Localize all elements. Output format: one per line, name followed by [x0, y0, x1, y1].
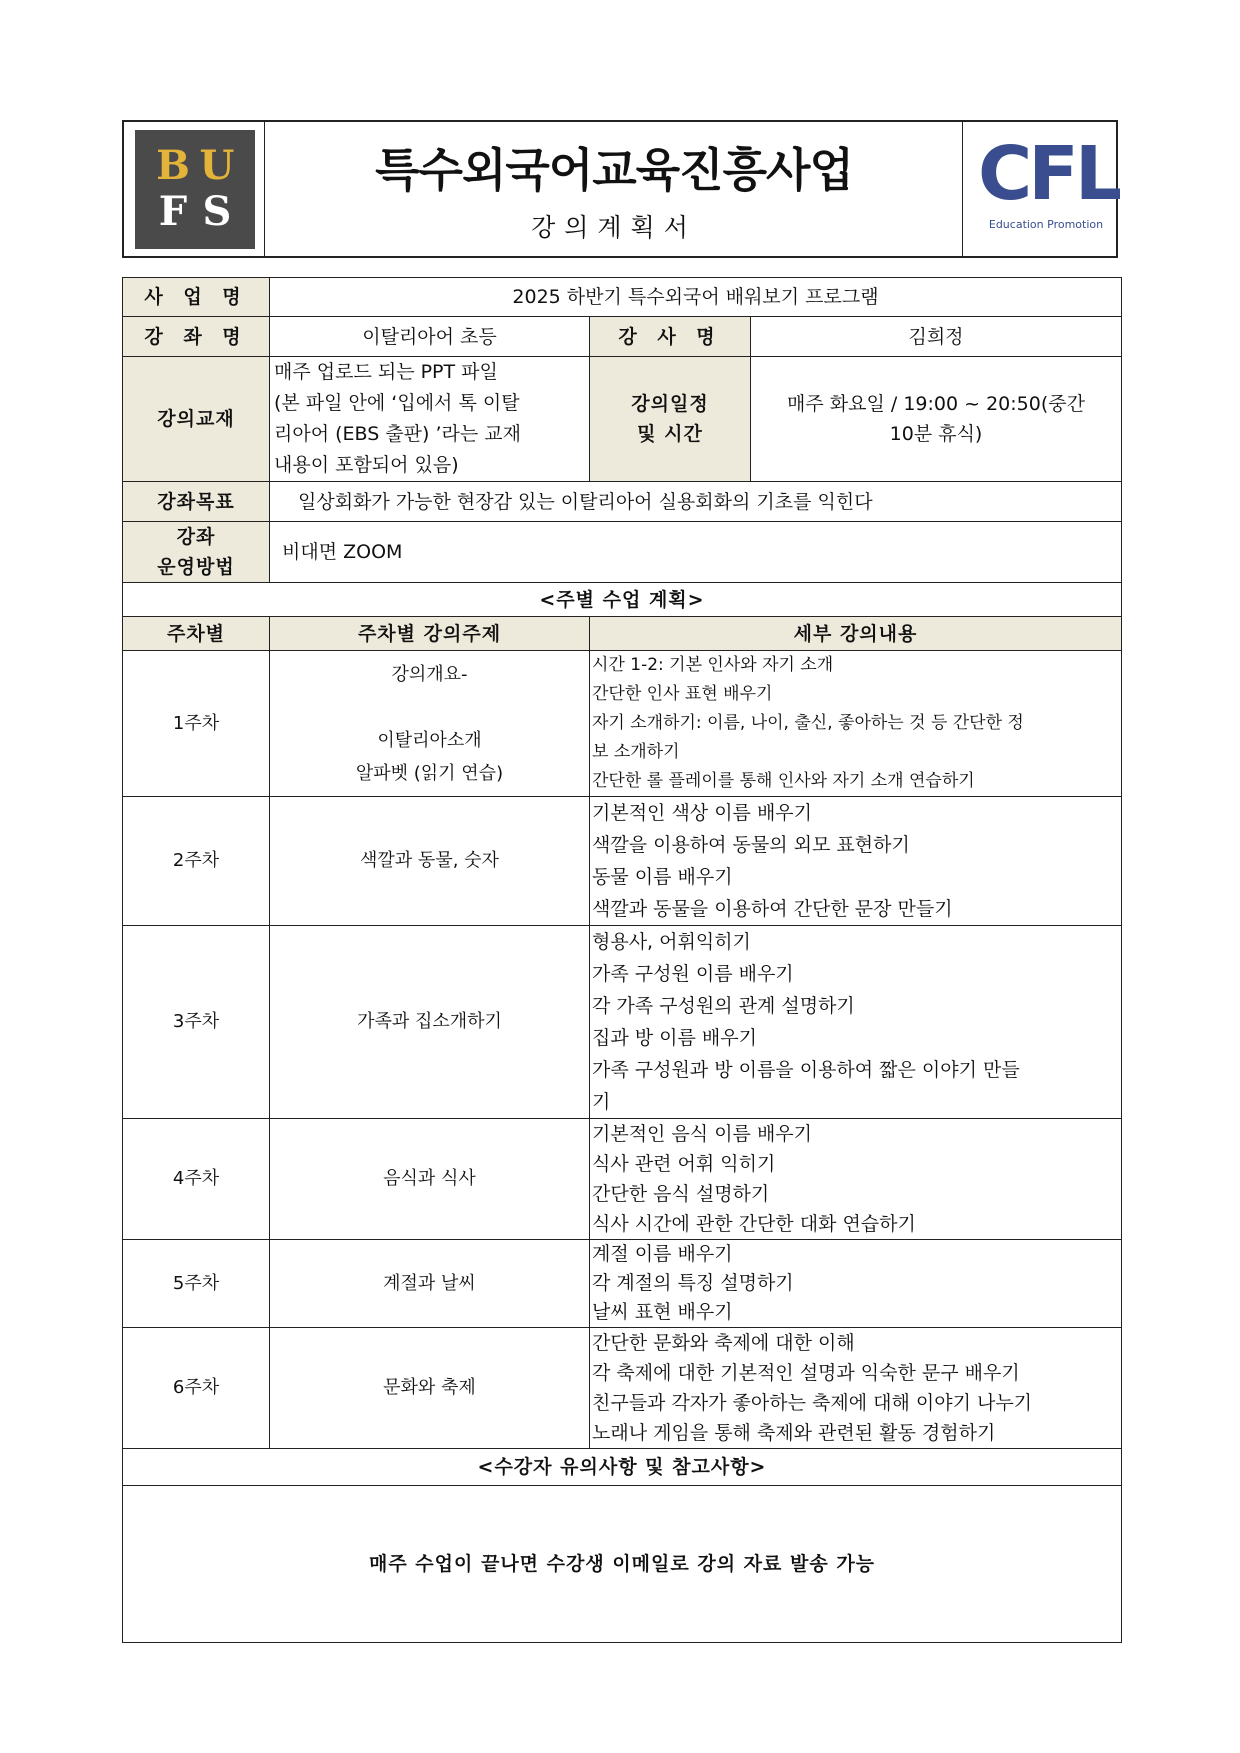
- method-label: [123, 522, 270, 583]
- col-header-topic: 주차별 강의주제: [270, 617, 590, 651]
- schedule-value-line: 매주 화요일 / 19:00 ~ 20:50(중간: [787, 393, 1085, 415]
- method-label-line: 운영방법: [157, 556, 235, 578]
- cfl-logo: [978, 131, 1119, 250]
- detail-line: 기: [592, 1091, 611, 1113]
- method-label-line: 강좌: [176, 526, 216, 548]
- course-label: 강 좌 명: [123, 317, 270, 357]
- detail-line: 기본적인 음식 이름 배우기: [592, 1123, 813, 1145]
- week-number: 2주차: [123, 797, 270, 926]
- col-header-details: 세부 강의내용: [590, 617, 1122, 651]
- detail-line: 기본적인 색상 이름 배우기: [592, 802, 813, 824]
- detail-line: 색깔을 이용하여 동물의 외모 표현하기: [592, 834, 910, 856]
- textbook-label: 강의교재: [123, 357, 270, 482]
- cfl-logo-text: CFL: [978, 131, 1119, 217]
- info-row-project: [123, 278, 1122, 317]
- week-details: [590, 1240, 1122, 1328]
- detail-line: 각 축제에 대한 기본적인 설명과 익숙한 문구 배우기: [592, 1362, 1020, 1384]
- detail-line: 계절 이름 배우기: [592, 1243, 733, 1265]
- textbook-value: [270, 357, 590, 482]
- textbook-line: 매주 업로드 되는 PPT 파일: [274, 361, 498, 383]
- detail-line: 간단한 문화와 축제에 대한 이해: [592, 1332, 855, 1354]
- instructor-label: 강 사 명: [590, 317, 751, 357]
- detail-line: 각 가족 구성원의 관계 설명하기: [592, 995, 855, 1017]
- notes-section-row: [123, 1449, 1122, 1486]
- textbook-line: 내용이 포함되어 있음): [274, 454, 459, 476]
- document-subtitle: 강의계획서: [531, 213, 697, 242]
- week-topic: 음식과 식사: [270, 1119, 590, 1240]
- detail-line: 식사 관련 어휘 익히기: [592, 1153, 776, 1175]
- week-details: [590, 1119, 1122, 1240]
- detail-line: 자기 소개하기: 이름, 나이, 출신, 좋아하는 것 등 간단한 정: [592, 713, 1024, 733]
- detail-line: 형용사, 어휘익히기: [592, 931, 751, 953]
- week-details: [590, 1328, 1122, 1449]
- course-value: 이탈리아어 초등: [270, 317, 590, 357]
- detail-line: 시간 1-2: 기본 인사와 자기 소개: [592, 655, 834, 675]
- schedule-label: [590, 357, 751, 482]
- logo-letter: U: [199, 142, 235, 189]
- week-details: [590, 926, 1122, 1119]
- textbook-line: 리아어 (EBS 출판) ’라는 교재: [274, 423, 521, 445]
- week-topic: 가족과 집소개하기: [270, 926, 590, 1119]
- detail-line: 가족 구성원 이름 배우기: [592, 963, 794, 985]
- week-number: 5주차: [123, 1240, 270, 1328]
- bufs-logo: [135, 130, 255, 249]
- detail-line: 노래나 게임을 통해 축제와 관련된 활동 경험하기: [592, 1422, 996, 1444]
- detail-line: 색깔과 동물을 이용하여 간단한 문장 만들기: [592, 898, 953, 920]
- detail-line: 식사 시간에 관한 간단한 대화 연습하기: [592, 1213, 916, 1235]
- detail-line: 친구들과 각자가 좋아하는 축제에 대해 이야기 나누기: [592, 1392, 1033, 1414]
- goal-label: 강좌목표: [123, 482, 270, 522]
- schedule-label-line: 및 시간: [637, 423, 703, 445]
- detail-line: 날씨 표현 배우기: [592, 1301, 733, 1323]
- topic-line: 강의개요-: [391, 663, 468, 685]
- detail-line: 간단한 인사 표현 배우기: [592, 684, 773, 704]
- weekly-header-row: [123, 617, 1122, 651]
- week-number: 4주차: [123, 1119, 270, 1240]
- notes-body: 매주 수업이 끝나면 수강생 이메일로 강의 자료 발송 가능: [123, 1486, 1122, 1643]
- goal-value: 일상회화가 가능한 현장감 있는 이탈리아어 실용회화의 기초를 익힌다: [270, 482, 1122, 522]
- table-row: [123, 1240, 1122, 1328]
- weekly-section-title: <주별 수업 계획>: [123, 583, 1122, 617]
- week-number: 6주차: [123, 1328, 270, 1449]
- notes-section-title: <수강자 유의사항 및 참고사항>: [123, 1449, 1122, 1486]
- instructor-value: 김희정: [751, 317, 1122, 357]
- topic-line: [274, 691, 585, 724]
- table-row: [123, 1119, 1122, 1240]
- detail-line: 가족 구성원과 방 이름을 이용하여 짧은 이야기 만들: [592, 1059, 1020, 1081]
- project-value: 2025 하반기 특수외국어 배워보기 프로그램: [270, 278, 1122, 317]
- textbook-line: (본 파일 안에 ‘입에서 톡 이탈: [274, 392, 520, 414]
- logo-letter: B: [156, 142, 190, 189]
- schedule-value-line: 10분 휴식): [889, 423, 983, 445]
- cfl-logo-caption: Education Promotion: [988, 218, 1104, 231]
- detail-line: 집과 방 이름 배우기: [592, 1027, 757, 1049]
- detail-line: 간단한 음식 설명하기: [592, 1183, 770, 1205]
- table-row: [123, 797, 1122, 926]
- col-header-week: 주차별: [123, 617, 270, 651]
- project-label: 사 업 명: [123, 278, 270, 317]
- week-details: [590, 651, 1122, 797]
- week-details: [590, 797, 1122, 926]
- info-row-course: [123, 317, 1122, 357]
- weekly-section-row: [123, 583, 1122, 617]
- week-topic: [270, 651, 590, 797]
- week-topic: 색깔과 동물, 숫자: [270, 797, 590, 926]
- table-row: [123, 651, 1122, 797]
- info-row-goal: [123, 482, 1122, 522]
- table-row: [123, 1328, 1122, 1449]
- document-header: [122, 120, 1118, 258]
- method-value: 비대면 ZOOM: [270, 522, 1122, 583]
- week-number: 1주차: [123, 651, 270, 797]
- logo-letter: F: [158, 187, 188, 235]
- week-number: 3주차: [123, 926, 270, 1119]
- detail-line: 보 소개하기: [592, 742, 680, 762]
- info-row-textbook: [123, 357, 1122, 482]
- info-row-method: [123, 522, 1122, 583]
- logo-letter: S: [202, 187, 232, 235]
- detail-line: 간단한 롤 플레이를 통해 인사와 자기 소개 연습하기: [592, 771, 975, 791]
- document-title: 특수외국어교육진흥사업: [375, 143, 853, 197]
- course-plan-table: [122, 277, 1122, 1643]
- week-topic: 문화와 축제: [270, 1328, 590, 1449]
- topic-line: 알파벳 (읽기 연습): [355, 762, 504, 784]
- detail-line: 동물 이름 배우기: [592, 866, 733, 888]
- schedule-value: [751, 357, 1122, 482]
- detail-line: 각 계절의 특징 설명하기: [592, 1272, 794, 1294]
- table-row: [123, 926, 1122, 1119]
- schedule-label-line: 강의일정: [631, 393, 709, 415]
- notes-body-row: [123, 1486, 1122, 1643]
- topic-line: 이탈리아소개: [377, 729, 482, 751]
- week-topic: 계절과 날씨: [270, 1240, 590, 1328]
